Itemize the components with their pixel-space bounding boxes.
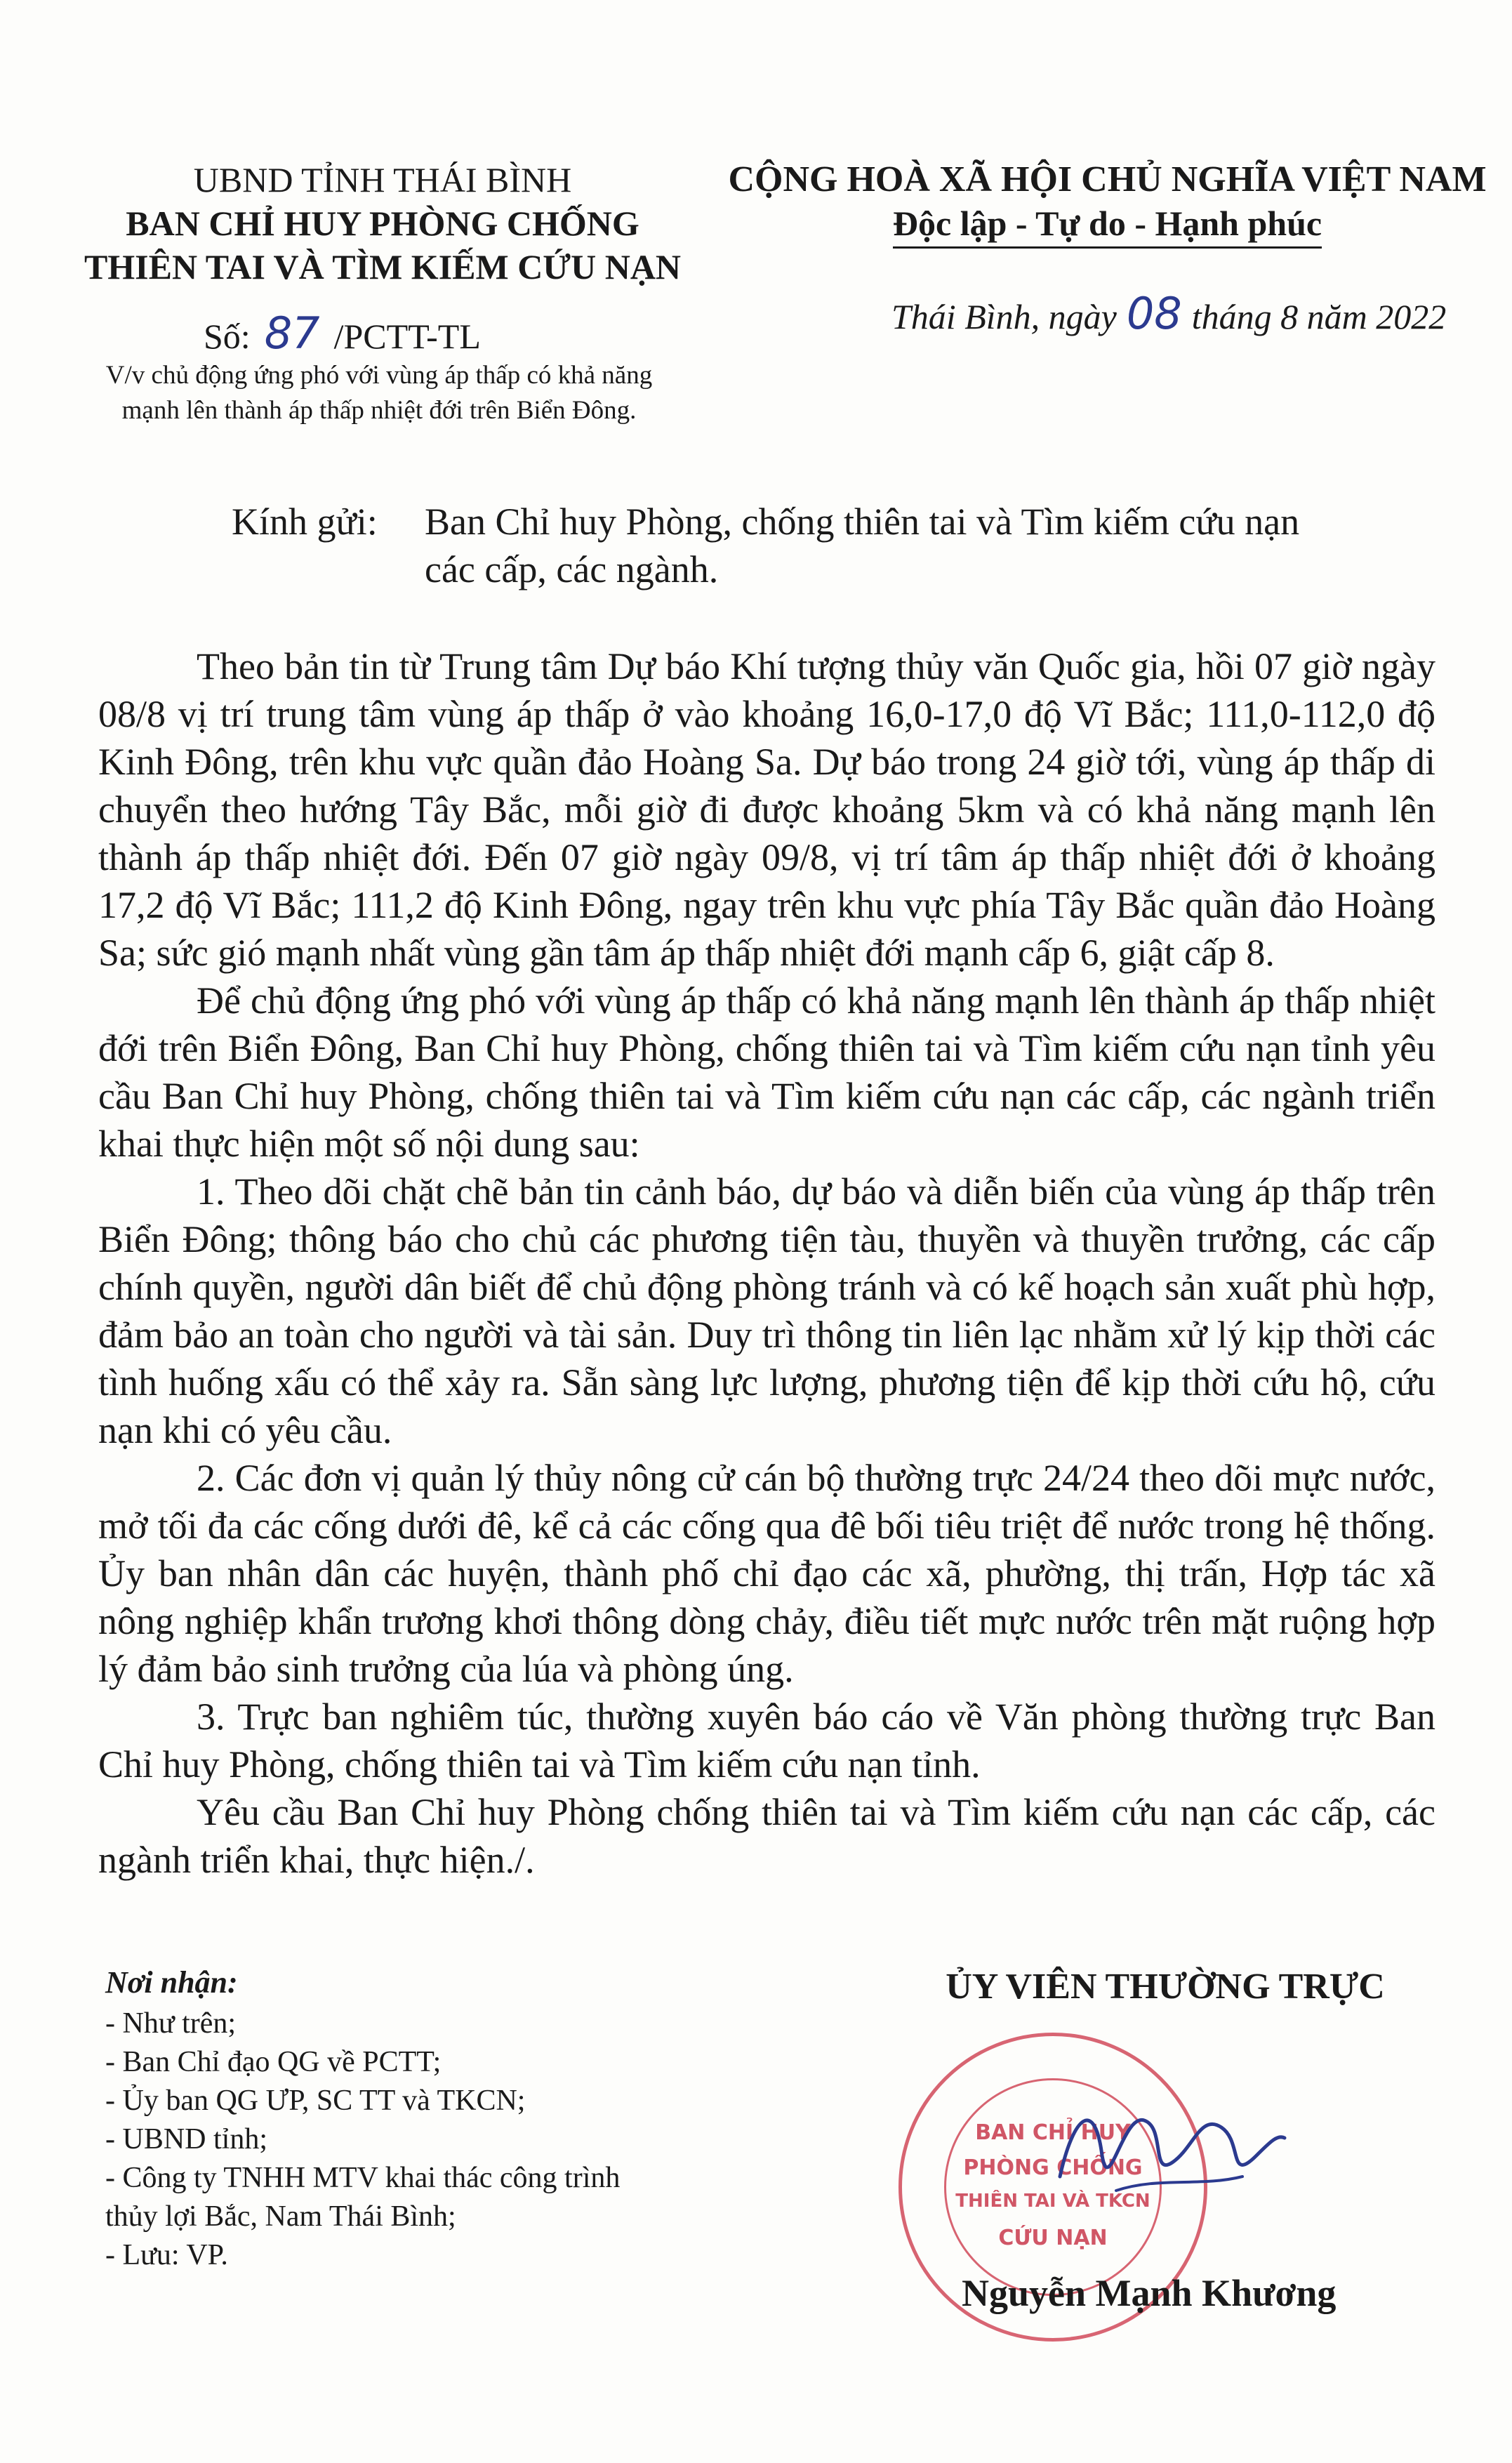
number-prefix: Số: <box>204 317 251 356</box>
recipient-item: - Ủy ban QG ƯP, SC TT và TKCN; <box>105 2085 526 2117</box>
nation-motto: Độc lập - Tự do - Hạnh phúc <box>893 202 1322 249</box>
date-prefix: Thái Bình, ngày <box>891 297 1117 336</box>
body-paragraph-1: Theo bản tin từ Trung tâm Dự báo Khí tượng thủy văn Quốc gia, hồi 07 giờ ngày 08/8 vị trí trung tâm vùng áp thấp ở vào khoảng 16,0-17,0 độ Vĩ Bắc; 111,0-112,0 độ Kinh Đông, trên khu vực quần đảo Hoàng Sa. Dự báo trong 24 giờ tới, vùng áp thấp di chuyển theo hướng Tây Bắc, mỗi giờ đi được khoảng 5km và có khả năng mạnh lên thành áp thấp nhiệt đới. Đến 07 giờ ngày 09/8, vị trí tâm áp thấp nhiệt đới ở khoảng 17,2 độ Vĩ Bắc; 111,2 độ Kinh Đông, ngay trên khu vực phía Tây Bắc quần đảo Hoàng Sa; sức gió mạnh nhất vùng gần tâm áp thấp nhiệt đới mạnh cấp 6, giật cấp 8. <box>98 645 1435 974</box>
recipient-item: thủy lợi Bắc, Nam Thái Bình; <box>105 2200 456 2233</box>
date-suffix: tháng 8 năm 2022 <box>1191 297 1447 336</box>
handwritten-signature <box>1032 2071 1299 2233</box>
national-heading <box>716 158 1499 249</box>
nation-title: CỘNG HOÀ XÃ HỘI CHỦ NGHĨA VIỆT NAM <box>728 159 1487 199</box>
body-item-2: 2. Các đơn vị quản lý thủy nông cử cán bộ thường trực 24/24 theo dõi mực nước, mở tối đa các cống dưới đê, kể cả các cống qua đê bối tiêu triệt để nước trong hệ thống. Ủy ban nhân dân các huyện, thành phố chỉ đạo các xã, phường, thị trấn, Hợp tác xã nông nghiệp khẩn trương khơi thông dòng chảy, điều tiết mực nước trên mặt ruộng hợp lý đảm bảo sinh trưởng của lúa và phòng úng. <box>98 1457 1435 1690</box>
document-subject <box>35 358 723 428</box>
number-suffix: /PCTT-TL <box>333 317 481 356</box>
organization-name-line1: BAN CHỈ HUY PHÒNG CHỐNG <box>126 204 639 243</box>
signer-name: Nguyễn Mạnh Khương <box>962 2272 1337 2314</box>
addressee-line2: các cấp, các ngành. <box>425 548 719 590</box>
parent-organization: UBND TỈNH THÁI BÌNH <box>193 160 572 199</box>
addressee-line1: Ban Chỉ huy Phòng, chống thiên tai và Tìm kiếm cứu nạn <box>425 501 1300 543</box>
subject-line1: V/v chủ động ứng phó với vùng áp thấp có khả năng <box>105 361 653 390</box>
stamp-text-line: PHÒNG CHỐNG <box>963 2155 1143 2180</box>
recipient-item: - Lưu: VP. <box>105 2239 228 2271</box>
number-value: 87 <box>264 308 320 359</box>
recipients-list <box>105 1965 779 2275</box>
recipients-title: Nơi nhận: <box>105 1965 238 2000</box>
greeting-label: Kính gửi: <box>232 501 378 543</box>
organization-name-line2: THIÊN TAI VÀ TÌM KIẾM CỨU NẠN <box>84 247 682 286</box>
recipient-item: - Như trên; <box>105 2007 237 2040</box>
body-paragraph-2: Để chủ động ứng phó với vùng áp thấp có khả năng mạnh lên thành áp thấp nhiệt đới trên Biển Đông, Ban Chỉ huy Phòng, chống thiên tai và Tìm kiếm cứu nạn tỉnh yêu cầu Ban Chỉ huy Phòng, chống thiên tai và Tìm kiếm cứu nạn các cấp, các ngành triển khai thực hiện một số nội dung sau: <box>98 979 1435 1165</box>
date-day: 08 <box>1126 288 1182 339</box>
stamp-text-line: BAN CHỈ HUY <box>975 2120 1131 2145</box>
recipient-item: - Công ty TNHH MTV khai thác công trình <box>105 2162 621 2194</box>
issuing-organization <box>49 158 716 289</box>
body-item-3: 3. Trực ban nghiêm túc, thường xuyên báo cáo về Văn phòng thường trực Ban Chỉ huy Phòng, chống thiên tai và Tìm kiếm cứu nạn tỉnh. <box>98 1696 1435 1785</box>
document-body <box>98 642 1435 1884</box>
date-line <box>891 288 1446 339</box>
stamp-text-line: THIÊN TAI VÀ TKCN <box>955 2191 1150 2212</box>
body-item-1: 1. Theo dõi chặt chẽ bản tin cảnh báo, dự báo và diễn biến của vùng áp thấp trên Biển Đông; thông báo cho chủ các phương tiện tàu, thuyền và thuyền trưởng, các cấp chính quyền, người dân biết để chủ động phòng tránh và có kế hoạch sản xuất phù hợp, đảm bảo an toàn cho người và tài sản. Duy trì thông tin liên lạc nhằm xử lý kịp thời các tình huống xấu có thể xảy ra. Sẵn sàng lực lượng, phương tiện để kịp thời cứu hộ, cứu nạn khi có yêu cầu. <box>98 1170 1435 1451</box>
document-number <box>204 308 481 359</box>
closing-paragraph: Yêu cầu Ban Chỉ huy Phòng chống thiên tai và Tìm kiếm cứu nạn các cấp, các ngành triển khai, thực hiện./. <box>98 1791 1435 1881</box>
signatory-title: ỦY VIÊN THƯỜNG TRỰC <box>946 1967 1385 2007</box>
stamp-text-line: CỨU NẠN <box>998 2226 1108 2250</box>
subject-line2: mạnh lên thành áp thấp nhiệt đới trên Biển Đông. <box>121 396 637 425</box>
recipient-item: - UBND tỉnh; <box>105 2123 267 2155</box>
recipient-item: - Ban Chỉ đạo QG về PCTT; <box>105 2046 442 2078</box>
